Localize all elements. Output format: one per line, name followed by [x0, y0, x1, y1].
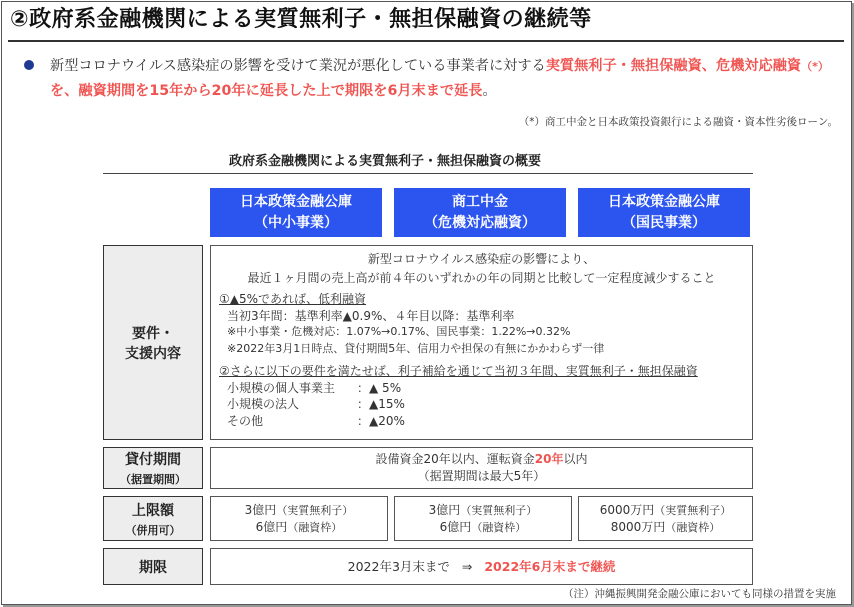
row-label-limit	[103, 496, 203, 541]
deadline-old: 2022年3月末まで	[347, 559, 450, 574]
limit-amount: 6億円	[439, 519, 472, 534]
requirement-item-name: 小規模の個人事業主	[227, 380, 336, 395]
bottom-note: （注）沖縄振興開発金融公庫においても同様の措置を実施	[563, 588, 836, 600]
summary-highlight-2: 融資期間を15年から20年に延長した上で期限を6月末まで延長	[78, 83, 483, 99]
requirement-item-name: その他	[227, 413, 264, 428]
row-label-requirements	[103, 245, 203, 440]
limit-type: （実質無利子）	[654, 503, 732, 517]
limit-cell-jfc-sme	[210, 496, 388, 541]
overview-divider	[103, 173, 753, 174]
requirements-condition	[211, 250, 752, 288]
column-header-sub: （中小事業）	[254, 215, 338, 231]
deadline-new: 2022年6月末まで継続	[484, 559, 616, 574]
deadline-cell	[210, 548, 753, 585]
footnote-mark: （*）	[801, 60, 829, 73]
row-label-text: 期限	[139, 559, 167, 576]
column-header-sub: （国民事業）	[622, 215, 706, 231]
section-2-heading: ②さらに以下の要件を満たせば、利子補給を通じて当初３年間、実質無利子・無担保融資	[219, 364, 698, 378]
arrow-right-icon: ⇒	[461, 559, 473, 574]
limit-amount: 8000万円	[610, 519, 666, 534]
summary-bullet	[50, 54, 840, 103]
row-label-text: 支援内容	[125, 345, 181, 362]
title-divider	[8, 40, 844, 42]
limit-type: （実質無利子）	[276, 503, 354, 517]
requirement-item-colon: ：	[357, 380, 370, 395]
section-1-note: ※2022年3月1日時点、貸付期間5年、信用力や担保の有無にかかわらず一律	[227, 341, 605, 355]
requirement-item-value: ▲ 5%	[369, 380, 402, 395]
column-header-name: 日本政策金融公庫	[608, 194, 720, 210]
column-header-jfc-micro	[578, 188, 750, 237]
requirement-item-colon: ：	[357, 397, 370, 411]
requirement-item	[219, 396, 698, 413]
limit-amount: 6000万円	[599, 502, 655, 517]
limit-type: （融資枠）	[471, 520, 527, 534]
row-label-deadline	[103, 548, 203, 585]
row-label-sub: （据置期間）	[120, 473, 186, 486]
footnote: （*）商工中金と日本政策投資銀行による融資・資本性劣後ローン。	[518, 116, 838, 128]
period-text: 以内	[563, 452, 588, 466]
section-1-rate: 当初3年間：基準利率▲0.9%、４年目以降：基準利率	[227, 308, 515, 323]
requirement-item	[219, 413, 698, 430]
requirement-item-name: 小規模の法人	[227, 397, 300, 411]
summary-highlight-1: 実質無利子・無担保融資、危機対応融資	[545, 58, 802, 74]
period-highlight: 20年	[534, 452, 564, 466]
column-header-name: 日本政策金融公庫	[240, 194, 352, 210]
limit-type: （実質無利子）	[460, 503, 538, 517]
limit-amount: 3億円	[428, 502, 461, 517]
row-label-text: 要件・	[132, 325, 174, 342]
condition-line: 新型コロナウイルス感染症の影響により、	[367, 252, 596, 266]
period-cell	[210, 447, 753, 489]
summary-end: 。	[482, 83, 497, 99]
column-header-name: 商工中金	[452, 194, 508, 210]
requirement-item-value: ▲20%	[369, 413, 405, 428]
limit-type: （融資枠）	[665, 520, 721, 534]
requirements-details	[219, 291, 698, 429]
limit-amount: 3億円	[244, 502, 277, 517]
section-1-heading: ①▲5%であれば、低利融資	[219, 292, 367, 306]
column-header-jfc-sme	[210, 188, 382, 237]
summary-connector: を、	[50, 83, 79, 99]
condition-line: 最近１ヶ月間の売上高が前４年のいずれかの年の同期と比較して一定程度減少すること	[247, 271, 716, 285]
limit-amount: 6億円	[255, 519, 288, 534]
summary-text: 新型コロナウイルス感染症の影響を受けて業況が悪化している事業者に対する	[50, 58, 546, 74]
period-line-2: （据置期間は最大5年）	[417, 469, 546, 483]
row-label-text: 上限額	[132, 502, 174, 519]
requirement-item-value: ▲15%	[369, 397, 405, 411]
limit-type: （融資枠）	[287, 520, 343, 534]
period-line-1	[376, 451, 588, 468]
bullet-icon	[24, 60, 34, 70]
requirement-item	[219, 380, 698, 397]
limit-cell-jfc-micro	[578, 496, 753, 541]
period-text: 設備資金20年以内、運転資金	[375, 452, 535, 466]
overview-title: 政府系金融機関による実質無利子・無担保融資の概要	[228, 154, 541, 169]
requirement-item-colon: ：	[357, 413, 370, 428]
column-header-shokochukin	[394, 188, 566, 237]
column-header-sub: （危機対応融資）	[424, 215, 536, 231]
row-label-period	[103, 447, 203, 489]
section-1-note: ※中小事業・危機対応：1.07%→0.17%、国民事業：1.22%→0.32%	[227, 325, 571, 338]
requirements-cell	[210, 245, 753, 440]
row-label-text: 貸付期間	[125, 452, 181, 468]
limit-cell-shokochukin	[394, 496, 572, 541]
row-label-sub: （併用可）	[125, 523, 181, 537]
page-title: ②政府系金融機関による実質無利子・無担保融資の継続等	[10, 7, 592, 32]
